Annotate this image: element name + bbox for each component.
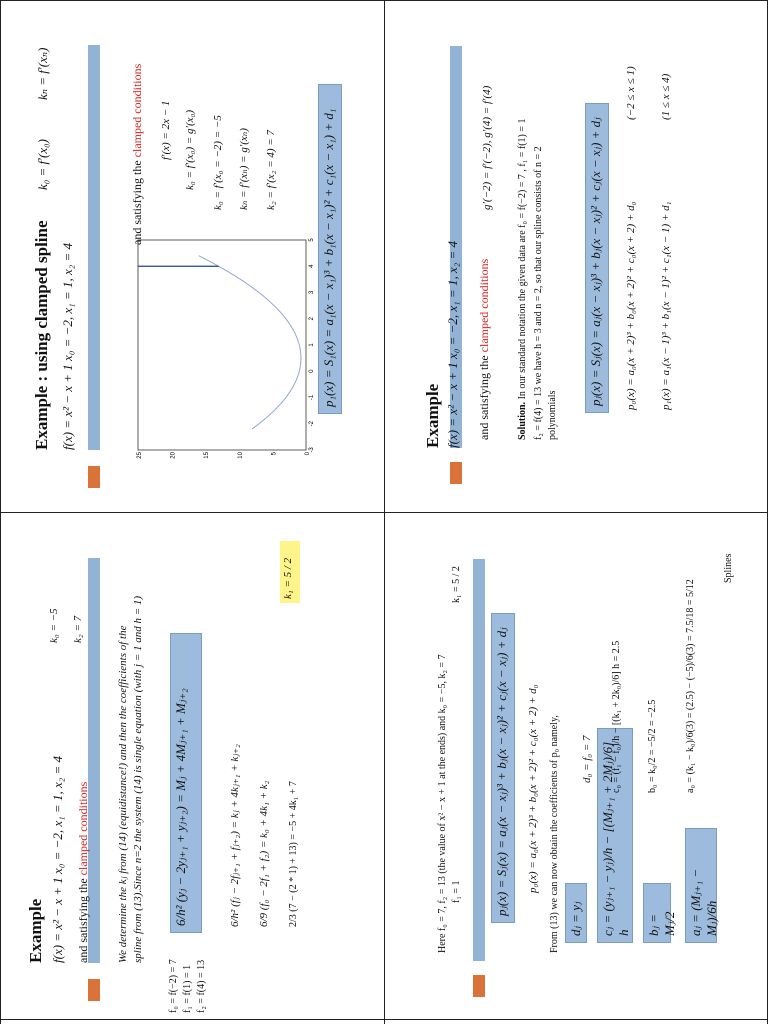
x-tick-label: -1 (309, 394, 315, 401)
x-tick-label: -2 (309, 421, 315, 427)
deriv-line-4: kₙ = f′(xₙ) = g′(xₙ) (238, 128, 250, 210)
d0-result: d₀ = f₀ = 7 (581, 735, 593, 783)
clamped-conditions-text: clamped conditions (477, 258, 491, 353)
p0-equation: p₀(x) = a₀(x + 2)³ + b₀(x + 2)² + c₀(x + 2) + d₀ (527, 684, 539, 893)
solution-text-2: f₂ = f(4) = 13 we have h = 3 and n = 2, so that our spline consists of n = 2 (533, 146, 544, 440)
k-equation-general: 6/h² (fⱼ − 2fⱼ₊₁ + fⱼ₊₂) = kⱼ + 4kⱼ₊₁ + kⱼ₊₂ (229, 744, 241, 927)
slide-accent-square (88, 979, 100, 1001)
footer-label: Splines (723, 553, 734, 583)
y-tick-label: 15 (204, 452, 211, 459)
y-tick-label: 25 (137, 452, 143, 459)
c-formula-box: cⱼ = (yⱼ₊₁ − yⱼ)/h − [(Mⱼ₊₁ + 2Mⱼ)/6] h (597, 728, 633, 943)
solution-text: In our standard notation the given data are f₀ = f(−2) = 7 , f₁ = f(1) = 1 (517, 118, 528, 402)
clamped-conditions-text: clamped conditions (76, 781, 90, 876)
b0-result: b₀ = k₀/2 = −5/2 = −2.5 (647, 699, 658, 793)
f1-value: f₁ = 1 (451, 880, 462, 903)
p1-range: (1 ≤ x ≤ 4) (660, 73, 672, 120)
k0-definition: k₀ = f′(x₀) (35, 139, 50, 190)
p0-range: (−2 ≤ x ≤ 1) (625, 66, 637, 120)
slide-clamped-spline-example (0, 0, 384, 512)
k1-result: k₁ = 5 / 2 (282, 557, 294, 599)
y-tick-label: 5 (271, 452, 278, 456)
slide-accent-bar (473, 559, 485, 961)
slide-title: Example : using clamped spline (32, 220, 51, 450)
general-spline-equation-box: pⱼ(x) = Sⱼ(x) = aⱼ(x − xⱼ)³ + bⱼ(x − xⱼ)² + cⱼ(x − xⱼ) + dⱼ (491, 613, 515, 923)
a0-result: a₀ = (k₁ − k₀)/6(3) = (2.5) − (−5)/6(3) = 7.5/18 = 5/12 (685, 579, 696, 793)
clamped-derivative-condition: g′(−2) = f′(−2), g′(4) = f′(4) (481, 85, 493, 210)
satisfying-text: and satisfying the (76, 875, 90, 963)
slide-title: Example (26, 898, 45, 963)
slide-title: Example (423, 383, 442, 448)
x-tick-label: 1 (309, 343, 315, 347)
p1-equation: p₁(x) = a₁(x − 1)³ + b₁(x − 1)² + c₁(x − 1) + d₁ (660, 201, 672, 410)
function-line: f(x) = x² − x + 1 x₀ = −2, x₁ = 1, x₂ = 4 (445, 240, 460, 448)
slide-accent-square (473, 975, 485, 997)
polynomials-word: polynomials (547, 390, 558, 440)
function-line: f(x) = x² − x + 1 x₀ = −2, x₁ = 1, x₂ = 4 (60, 242, 75, 450)
k1-value: k₁ = 5 / 2 (451, 566, 462, 603)
here-line: Here f₀ = 7, f₂ = 13 (the value of x² − x + 1 at the ends) and k₀ = −5, k₂ = 7 (437, 654, 448, 953)
from13-text: From (13) we can now obtain the coefficients of p₀ namely, (549, 715, 560, 953)
c0-result: c₀ = (f₁ − f₀)/h − [(k₁ + 2k₀)/6] h = 2.5 (611, 640, 622, 793)
x-tick-label: 3 (309, 290, 315, 295)
x-tick-label: 5 (309, 238, 315, 242)
paragraph-line-1: We determine the kⱼ from (14) (equidistance!) and then the coefficients of the (117, 625, 129, 963)
satisfying-text: and satisfying the (477, 352, 491, 440)
x-tick-label: 0 (309, 369, 315, 373)
paragraph-line-2: spline from (13).Since n=2 the system (14) is single equation (with j = 1 and h = 1) (132, 595, 144, 963)
f-value-0: f₀ = f(−2) = 7 (168, 959, 179, 1013)
b-formula-box: bⱼ = Mⱼ/2 (643, 883, 671, 943)
kn-definition: kₙ = f′(xₙ) (35, 47, 50, 100)
general-spline-equation-box: pⱼ(x) = Sⱼ(x) = aⱼ(x − xⱼ)³ + bⱼ(x − xⱼ)² + cⱼ(x − xⱼ) + dⱼ (585, 103, 609, 413)
k2-value: k₂ = 7 (72, 615, 84, 643)
function-line: f(x) = x² − x + 1 x₀ = −2, x₁ = 1, x₂ = 4 (50, 755, 65, 963)
deriv-line-5: k₂ = f′(x₂ = 4) = 7 (265, 130, 277, 210)
d-formula-box: dⱼ = yⱼ (565, 883, 587, 943)
k-equation-numeric: 2/3 (7 − (2 * 1) + 13) = −5 + 4k₁ + 7 (288, 781, 299, 927)
parabola-plot (137, 238, 315, 459)
slide-accent-square (450, 462, 462, 484)
x-tick-label: -3 (309, 447, 315, 453)
slide-accent-square (88, 466, 100, 488)
slide-accent-bar (88, 45, 100, 450)
tridiagonal-equation-box: 6/h² (yⱼ − 2yⱼ₊₁ + yⱼ₊₂) = Mⱼ + 4Mⱼ₊₁ + Mⱼ₊₂ (170, 633, 202, 933)
grid-border-bottom (0, 1019, 768, 1020)
satisfying-text: and satisfying the (130, 157, 144, 245)
x-tick-label: 4 (309, 264, 315, 268)
deriv-line-2: k₀ = f′(x₀) = g′(x₀) (184, 110, 196, 190)
x-tick-label: 2 (309, 317, 315, 321)
slide-coefficients (385, 513, 767, 1019)
slide-k-determination (0, 513, 384, 1019)
f-value-2: f₂ = f(4) = 13 (196, 959, 207, 1013)
deriv-line-1: f′(x) = 2x − 1 (160, 100, 172, 160)
y-tick-label: 0 (305, 452, 311, 456)
y-tick-label: 20 (170, 452, 177, 459)
f-value-1: f₁ = f(1) = 1 (182, 964, 193, 1013)
deriv-line-3: k₀ = f′(x₀ = −2) = −5 (212, 115, 224, 210)
y-tick-label: 10 (237, 452, 244, 459)
k-equation-substituted: 6/9 (f₀ − 2f₁ + f₂) = k₀ + 4k₁ + k₂ (258, 780, 270, 927)
p0-equation: p₀(x) = a₀(x + 2)³ + b₀(x + 2)² + c₀(x + 2) + d₀ (625, 201, 637, 410)
clamped-conditions-text: clamped conditions (130, 63, 144, 158)
k0-value: k₀ = −5 (48, 608, 60, 643)
slide-example-solution (385, 0, 767, 512)
spline-equation-box: p₁(x) = S₁(x) = a₁(x − x₁)³ + b₁(x − x₁)² + c₁(x − x₁) + d₁ (318, 84, 342, 414)
solution-label: Solution. (517, 401, 528, 440)
a-formula-box: aⱼ = (Mⱼ₊₁ − Mⱼ)/6h (685, 828, 717, 943)
